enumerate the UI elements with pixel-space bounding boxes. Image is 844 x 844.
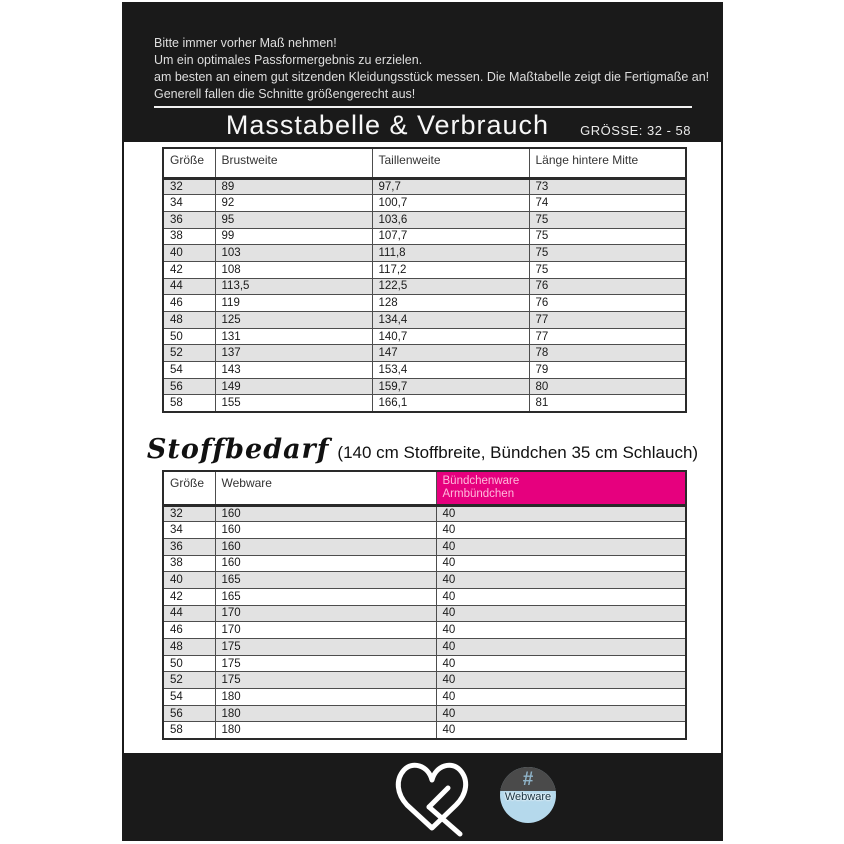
cell-webware: 175 [215, 672, 436, 689]
cell-webware: 180 [215, 705, 436, 722]
buendchenware-label: Bündchenware [442, 475, 520, 487]
cell-size: 56 [163, 705, 215, 722]
cell-size: 56 [163, 378, 215, 395]
fabric-row [163, 605, 686, 622]
footer-band [124, 753, 721, 841]
fabric-row [163, 722, 686, 739]
measurement-row [163, 195, 686, 212]
cell-size: 32 [163, 505, 215, 522]
measurement-row [163, 395, 686, 412]
cell-size: 50 [163, 655, 215, 672]
column-header-brustweite: Brustweite [215, 148, 372, 178]
fabric-row [163, 555, 686, 572]
fabric-row [163, 588, 686, 605]
measurement-row [163, 362, 686, 379]
webware-badge [500, 767, 556, 823]
cell-buendchen: 40 [436, 522, 686, 539]
fabric-row [163, 538, 686, 555]
cell-size: 40 [163, 245, 215, 262]
column-header-webware: Webware [215, 471, 436, 505]
cell-size: 34 [163, 195, 215, 212]
cell-waist: 159,7 [372, 378, 529, 395]
cell-bust: 143 [215, 362, 372, 379]
cell-buendchen: 40 [436, 655, 686, 672]
cell-size: 44 [163, 278, 215, 295]
cell-size: 36 [163, 538, 215, 555]
cell-waist: 147 [372, 345, 529, 362]
cell-waist: 134,4 [372, 312, 529, 329]
cell-buendchen: 40 [436, 588, 686, 605]
header-divider [154, 106, 692, 108]
cell-back-length: 75 [529, 245, 686, 262]
hash-grid-icon: # [522, 769, 534, 790]
cell-buendchen: 40 [436, 555, 686, 572]
cell-waist: 100,7 [372, 195, 529, 212]
measurement-row [163, 228, 686, 245]
cell-size: 44 [163, 605, 215, 622]
page-title: Masstabelle & Verbrauch [225, 110, 550, 140]
cell-size: 48 [163, 312, 215, 329]
fabric-table [162, 470, 687, 740]
cell-size: 58 [163, 722, 215, 739]
column-header-taillenweite: Taillenweite [372, 148, 529, 178]
cell-buendchen: 40 [436, 622, 686, 639]
cell-size: 54 [163, 689, 215, 706]
fabric-row [163, 572, 686, 589]
cell-size: 32 [163, 178, 215, 195]
cell-buendchen: 40 [436, 605, 686, 622]
measurement-row [163, 295, 686, 312]
cell-waist: 140,7 [372, 328, 529, 345]
cell-bust: 95 [215, 211, 372, 228]
measurement-row [163, 178, 686, 195]
cell-webware: 160 [215, 538, 436, 555]
fabric-table-header [163, 471, 686, 505]
fabric-row [163, 639, 686, 656]
cell-bust: 149 [215, 378, 372, 395]
cell-buendchen: 40 [436, 689, 686, 706]
cell-bust: 89 [215, 178, 372, 195]
cell-buendchen: 40 [436, 572, 686, 589]
fabric-section-heading [124, 434, 721, 465]
cell-bust: 125 [215, 312, 372, 329]
cell-back-length: 75 [529, 228, 686, 245]
cell-size: 52 [163, 672, 215, 689]
cell-back-length: 80 [529, 378, 686, 395]
header-band [124, 2, 721, 142]
cell-bust: 119 [215, 295, 372, 312]
cell-back-length: 75 [529, 261, 686, 278]
column-header-laenge: Länge hintere Mitte [529, 148, 686, 178]
cell-buendchen: 40 [436, 538, 686, 555]
cell-webware: 180 [215, 722, 436, 739]
cell-back-length: 75 [529, 211, 686, 228]
cell-back-length: 73 [529, 178, 686, 195]
cell-back-length: 76 [529, 278, 686, 295]
cell-size: 54 [163, 362, 215, 379]
fabric-row [163, 622, 686, 639]
heart-k-logo [392, 756, 472, 840]
cell-bust: 99 [215, 228, 372, 245]
cell-bust: 103 [215, 245, 372, 262]
intro-line: Generell fallen die Schnitte größengerecht aus! [154, 87, 416, 101]
measurement-row [163, 345, 686, 362]
column-header-buendchen [436, 471, 686, 505]
fabric-row [163, 689, 686, 706]
cell-size: 42 [163, 588, 215, 605]
measurement-row [163, 211, 686, 228]
cell-waist: 107,7 [372, 228, 529, 245]
cell-webware: 175 [215, 639, 436, 656]
cell-webware: 160 [215, 522, 436, 539]
cell-bust: 108 [215, 261, 372, 278]
cell-waist: 122,5 [372, 278, 529, 295]
cell-size: 46 [163, 295, 215, 312]
measurement-table [162, 147, 687, 413]
fabric-subtitle: (140 cm Stoffbreite, Bündchen 35 cm Schlauch) [337, 443, 699, 462]
intro-text [154, 35, 709, 103]
cell-buendchen: 40 [436, 705, 686, 722]
cell-webware: 175 [215, 655, 436, 672]
cell-bust: 131 [215, 328, 372, 345]
cell-size: 34 [163, 522, 215, 539]
cell-waist: 111,8 [372, 245, 529, 262]
cell-bust: 113,5 [215, 278, 372, 295]
cell-webware: 170 [215, 622, 436, 639]
intro-line: Bitte immer vorher Maß nehmen! [154, 36, 337, 50]
cell-back-length: 81 [529, 395, 686, 412]
measurement-row [163, 312, 686, 329]
cell-buendchen: 40 [436, 639, 686, 656]
cell-size: 42 [163, 261, 215, 278]
cell-bust: 92 [215, 195, 372, 212]
pattern-page [122, 2, 723, 841]
cell-size: 38 [163, 555, 215, 572]
intro-line: Um ein optimales Passformergebnis zu erzielen. [154, 53, 423, 67]
measurement-row [163, 378, 686, 395]
cell-waist: 97,7 [372, 178, 529, 195]
cell-waist: 128 [372, 295, 529, 312]
cell-waist: 166,1 [372, 395, 529, 412]
measurement-row [163, 261, 686, 278]
fabric-row [163, 522, 686, 539]
cell-bust: 137 [215, 345, 372, 362]
cell-size: 52 [163, 345, 215, 362]
armbuendchen-label: Armbündchen [442, 488, 515, 500]
cell-buendchen: 40 [436, 722, 686, 739]
cell-webware: 165 [215, 588, 436, 605]
fabric-script-title: Stoffbedarf [146, 434, 330, 465]
cell-back-length: 74 [529, 195, 686, 212]
fabric-row [163, 672, 686, 689]
badge-label: Webware [504, 791, 552, 803]
badge-top-half [500, 767, 556, 793]
cell-size: 40 [163, 572, 215, 589]
cell-size: 46 [163, 622, 215, 639]
cell-buendchen: 40 [436, 505, 686, 522]
cell-waist: 117,2 [372, 261, 529, 278]
cell-back-length: 77 [529, 312, 686, 329]
column-header-groesse: Größe [163, 148, 215, 178]
cell-size: 36 [163, 211, 215, 228]
measurement-row [163, 245, 686, 262]
cell-webware: 160 [215, 505, 436, 522]
cell-size: 38 [163, 228, 215, 245]
cell-waist: 103,6 [372, 211, 529, 228]
cell-buendchen: 40 [436, 672, 686, 689]
measurement-row [163, 328, 686, 345]
cell-webware: 165 [215, 572, 436, 589]
cell-webware: 180 [215, 689, 436, 706]
size-range-label: GRÖSSE: 32 - 58 [580, 123, 691, 138]
cell-size: 50 [163, 328, 215, 345]
fabric-row [163, 705, 686, 722]
intro-line: am besten an einem gut sitzenden Kleidungsstück messen. Die Maßtabelle zeigt die Fertigmaße an! [154, 70, 710, 84]
cell-back-length: 76 [529, 295, 686, 312]
measurement-table-header [163, 148, 686, 178]
cell-back-length: 77 [529, 328, 686, 345]
fabric-row [163, 655, 686, 672]
cell-back-length: 79 [529, 362, 686, 379]
cell-webware: 170 [215, 605, 436, 622]
measurement-row [163, 278, 686, 295]
cell-waist: 153,4 [372, 362, 529, 379]
cell-bust: 155 [215, 395, 372, 412]
cell-size: 48 [163, 639, 215, 656]
cell-webware: 160 [215, 555, 436, 572]
cell-size: 58 [163, 395, 215, 412]
fabric-row [163, 505, 686, 522]
column-header-groesse: Größe [163, 471, 215, 505]
cell-back-length: 78 [529, 345, 686, 362]
